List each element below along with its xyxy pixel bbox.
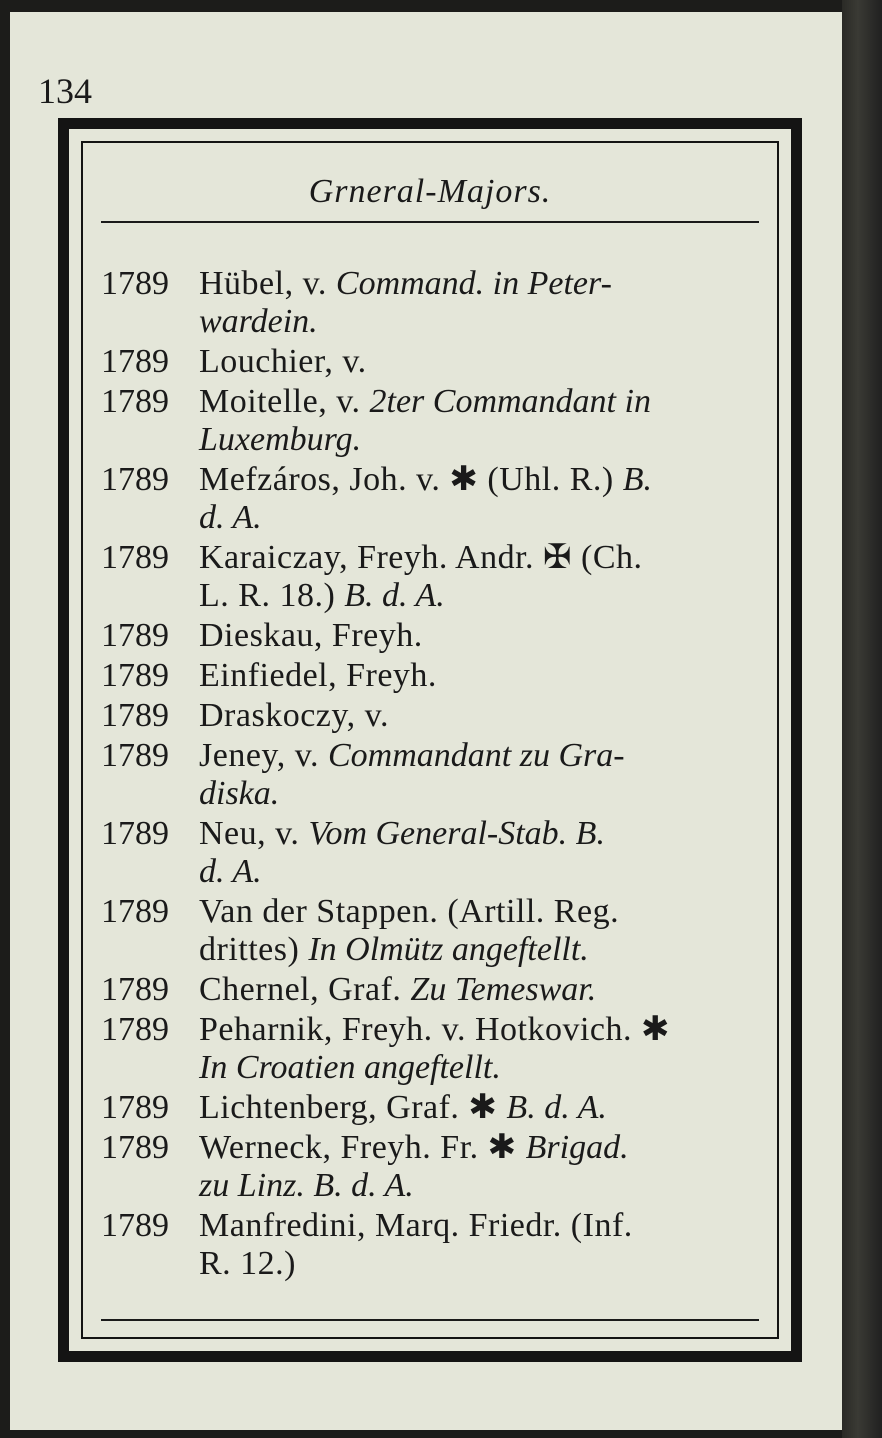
- list-item: [101, 265, 767, 341]
- entry-year: 1789: [101, 697, 169, 734]
- list-item: [101, 815, 767, 891]
- entry-note: B.: [622, 461, 652, 498]
- list-item: [101, 657, 767, 695]
- list-item: [101, 697, 767, 735]
- list-item: [101, 617, 767, 655]
- entry-year: 1789: [101, 343, 169, 380]
- entry-name: Van der Stappen. (Artill. Reg.: [199, 893, 620, 930]
- list-item: [101, 971, 767, 1009]
- entry-year: 1789: [101, 737, 169, 774]
- book-gutter: [842, 0, 882, 1438]
- entry-continuation: L. R. 18.): [199, 577, 345, 614]
- list-item: [101, 1089, 767, 1127]
- entry-year: 1789: [101, 1011, 169, 1048]
- entry-name: Mefzáros, Joh. v. ✱ (Uhl. R.): [199, 461, 623, 498]
- entry-note-continuation: B. d. A.: [344, 577, 445, 614]
- entry-name: Hübel, v.: [199, 265, 336, 302]
- entry-continuation: R. 12.): [199, 1245, 296, 1282]
- list-item: [101, 1129, 767, 1205]
- entry-year: 1789: [101, 1089, 169, 1126]
- entry-name: Jeney, v.: [199, 737, 328, 774]
- entry-year: 1789: [101, 383, 169, 420]
- entry-note: B. d. A.: [506, 1089, 607, 1126]
- entry-year: 1789: [101, 893, 169, 930]
- page-number: 134: [38, 71, 92, 111]
- entry-name: Moitelle, v.: [199, 383, 370, 420]
- entry-name: Dieskau, Freyh.: [199, 617, 423, 654]
- entry-year: 1789: [101, 265, 169, 302]
- entry-note-continuation: d. A.: [199, 499, 262, 536]
- list-item: [101, 893, 767, 969]
- inner-frame: [81, 141, 779, 1339]
- entry-name: Draskoczy, v.: [199, 697, 389, 734]
- list-item: [101, 1207, 767, 1283]
- section-title: Grneral-Majors.: [308, 173, 552, 210]
- entry-year: 1789: [101, 971, 169, 1008]
- list-item: [101, 461, 767, 537]
- list-item: [101, 737, 767, 813]
- entry-year: 1789: [101, 539, 169, 576]
- entry-name: Lichtenberg, Graf. ✱: [199, 1089, 507, 1126]
- entry-note: Vom General-Stab. B.: [308, 815, 605, 852]
- title-rule: [101, 221, 759, 223]
- entry-continuation: drittes): [199, 931, 309, 968]
- entry-note-continuation: In Croatien angeftellt.: [199, 1049, 501, 1086]
- entry-note-continuation: In Olmütz angeftellt.: [308, 931, 589, 968]
- list-item: [101, 343, 767, 381]
- entry-name: Neu, v.: [199, 815, 309, 852]
- entry-year: 1789: [101, 815, 169, 852]
- entry-year: 1789: [101, 657, 169, 694]
- entry-note: Commandant zu Gra-: [328, 737, 625, 774]
- entry-year: 1789: [101, 461, 169, 498]
- entry-name: Chernel, Graf.: [199, 971, 411, 1008]
- entry-note-continuation: diska.: [199, 775, 280, 812]
- entry-list: [101, 265, 767, 1285]
- entry-note-continuation: Luxemburg.: [199, 421, 362, 458]
- entry-note: Command. in Peter-: [335, 265, 612, 302]
- entry-name: Peharnik, Freyh. v. Hotkovich. ✱: [199, 1011, 670, 1048]
- entry-note-continuation: wardein.: [199, 303, 318, 340]
- entry-note-continuation: d. A.: [199, 853, 262, 890]
- page-frame: [58, 118, 802, 1362]
- list-item: [101, 383, 767, 459]
- entry-note: 2ter Commandant in: [369, 383, 651, 420]
- entry-year: 1789: [101, 1207, 169, 1244]
- entry-name: Werneck, Freyh. Fr. ✱: [199, 1129, 526, 1166]
- entry-year: 1789: [101, 1129, 169, 1166]
- entry-year: 1789: [101, 617, 169, 654]
- entry-name: Louchier, v.: [199, 343, 367, 380]
- entry-note: Zu Temeswar.: [410, 971, 597, 1008]
- entry-note-continuation: zu Linz. B. d. A.: [199, 1167, 414, 1204]
- list-item: [101, 1011, 767, 1087]
- entry-note: Brigad.: [525, 1129, 629, 1166]
- bottom-rule: [101, 1319, 759, 1321]
- entry-name: Einfiedel, Freyh.: [199, 657, 437, 694]
- list-item: [101, 539, 767, 615]
- entry-name: Manfredini, Marq. Friedr. (Inf.: [199, 1207, 633, 1244]
- entry-name: Karaiczay, Freyh. Andr. ✠ (Ch.: [199, 539, 643, 576]
